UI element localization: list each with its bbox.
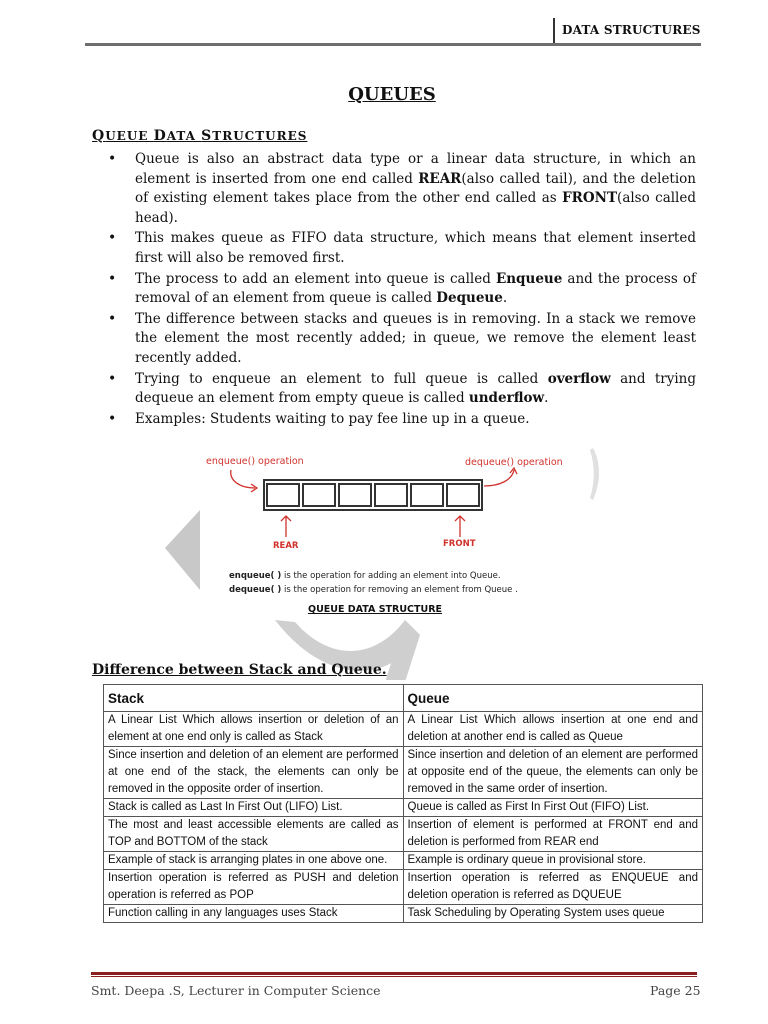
queue-cells xyxy=(263,479,483,511)
bullet-text: (also called head). xyxy=(135,190,697,226)
table-row xyxy=(104,870,703,905)
footer-author: Smt. Deepa .S, Lecturer in Computer Science xyxy=(91,983,381,998)
bullet-bold-term: overflow xyxy=(547,370,611,387)
bullet-list xyxy=(108,150,696,430)
enqueue-label: enqueue() operation xyxy=(206,456,304,467)
header-title: DATA STRUCTURES xyxy=(562,23,701,37)
bullet-text: Examples: Students waiting to pay fee line up in a queue. xyxy=(135,410,530,427)
comparison-table xyxy=(103,684,703,923)
list-item xyxy=(108,150,696,228)
list-item xyxy=(108,270,696,309)
table-cell: A Linear List Which allows insertion or deletion of an element at one end only is called as Stack xyxy=(104,712,404,747)
bullet-text: Queue is also an abstract data type or a linear data structure, in which an element is inserted from one end called xyxy=(135,151,696,187)
table-row xyxy=(104,905,703,923)
table-cell: The most and least accessible elements are called as TOP and BOTTOM of the stack xyxy=(104,817,404,852)
bullet-text: and trying dequeue an element from empty queue is called xyxy=(135,370,696,407)
table-cell: Insertion operation is referred as PUSH and deletion operation is referred as POP xyxy=(104,870,404,905)
bullet-text: . xyxy=(502,290,508,307)
table-cell: Since insertion and deletion of an element are performed at opposite end of the queue, the elements can only be removed in the same order of insertion. xyxy=(403,747,703,799)
queue-cell xyxy=(338,483,372,507)
list-item xyxy=(108,370,696,409)
table-cell: Insertion operation is referred as ENQUEUE and deletion operation is referred as DQUEUE xyxy=(403,870,703,905)
header-divider xyxy=(553,18,555,44)
table-cell: Example is ordinary queue in provisional store. xyxy=(403,852,703,870)
table-row xyxy=(104,747,703,799)
footer-rule xyxy=(91,972,697,975)
header-rule xyxy=(85,43,701,46)
bullet-bold-term: Dequeue xyxy=(436,290,503,307)
queue-cell xyxy=(446,483,480,507)
enqueue-note xyxy=(229,571,501,581)
enqueue-note-text: is the operation for adding an element into Queue. xyxy=(281,571,501,581)
queue-cell xyxy=(410,483,444,507)
bullet-text: (also called tail), and the deletion of existing element takes place from the other end called as xyxy=(135,170,696,207)
table-row xyxy=(104,799,703,817)
list-item xyxy=(108,310,696,369)
queue-cell xyxy=(266,483,300,507)
queue-cell xyxy=(374,483,408,507)
table-cell: Task Scheduling by Operating System uses queue xyxy=(403,905,703,923)
table-row xyxy=(104,852,703,870)
difference-heading: Difference between Stack and Queue. xyxy=(92,662,387,678)
page-number: Page 25 xyxy=(650,983,701,998)
bullet-text: The difference between stacks and queues is in removing. In a stack we remove the element the most recently added; in queue, we remove the element least recently added. xyxy=(135,310,696,366)
enqueue-note-term: enqueue( ) xyxy=(229,571,282,581)
table-cell: Stack is called as Last In First Out (LIFO) List. xyxy=(104,799,404,817)
table-cell: Insertion of element is performed at FRONT end and deletion is performed from REAR end xyxy=(403,817,703,852)
section-heading-part-2: ATA xyxy=(166,129,202,143)
front-arrow-icon xyxy=(453,514,467,538)
column-header-stack: Stack xyxy=(104,685,404,712)
enqueue-arrow-icon xyxy=(225,466,265,496)
dequeue-note xyxy=(229,585,518,595)
table-row xyxy=(104,712,703,747)
section-heading-letter-q: Q xyxy=(92,128,106,144)
dequeue-arrow-icon xyxy=(480,464,520,494)
table-row xyxy=(104,817,703,852)
bullet-text: Trying to enqueue an element to full queue is called xyxy=(135,370,548,387)
bullet-text: The process to add an element into queue is called xyxy=(135,270,496,287)
dequeue-label: dequeue() operation xyxy=(465,457,563,468)
front-label: FRONT xyxy=(443,539,476,549)
table-cell: Queue is called as First In First Out (FIFO) List. xyxy=(403,799,703,817)
table-cell: Function calling in any languages uses Stack xyxy=(104,905,404,923)
bullet-text: . xyxy=(544,390,549,407)
column-header-queue: Queue xyxy=(403,685,703,712)
section-heading-part-1: UEUE xyxy=(105,129,154,143)
queue-cell xyxy=(302,483,336,507)
bullet-bold-term: Enqueue xyxy=(495,270,563,287)
table-cell: A Linear List Which allows insertion at one end and deletion at another end is called as Queue xyxy=(403,712,703,747)
footer-rule-thin xyxy=(91,976,697,977)
page-title: QUEUES xyxy=(348,84,436,105)
section-heading-letter-s: S xyxy=(201,128,213,144)
table-cell: Since insertion and deletion of an element are performed at one end of the stack, the elements can only be removed in the opposite order of insertion. xyxy=(104,747,404,799)
rear-arrow-icon xyxy=(279,514,293,538)
list-item xyxy=(108,410,696,430)
diagram-caption: QUEUE DATA STRUCTURE xyxy=(308,604,443,615)
bullet-bold-term: REAR xyxy=(418,170,462,187)
bullet-text: This makes queue as FIFO data structure, which means that element inserted first will also be removed first. xyxy=(135,230,696,266)
bullet-bold-term: FRONT xyxy=(562,190,618,207)
section-heading-part-3: TRUCTURES xyxy=(212,129,308,143)
section-heading-letter-d: D xyxy=(153,128,167,144)
list-item xyxy=(108,229,696,268)
section-heading xyxy=(92,128,307,144)
table-cell: Example of stack is arranging plates in one above one. xyxy=(104,852,404,870)
rear-label: REAR xyxy=(273,541,299,551)
dequeue-note-text: is the operation for removing an element from Queue . xyxy=(281,585,518,595)
dequeue-note-term: dequeue( ) xyxy=(229,585,282,595)
bullet-bold-term: underflow xyxy=(468,390,545,407)
bullet-text: and the process of removal of an element from queue is called xyxy=(135,270,696,307)
table-header-row xyxy=(104,685,703,712)
